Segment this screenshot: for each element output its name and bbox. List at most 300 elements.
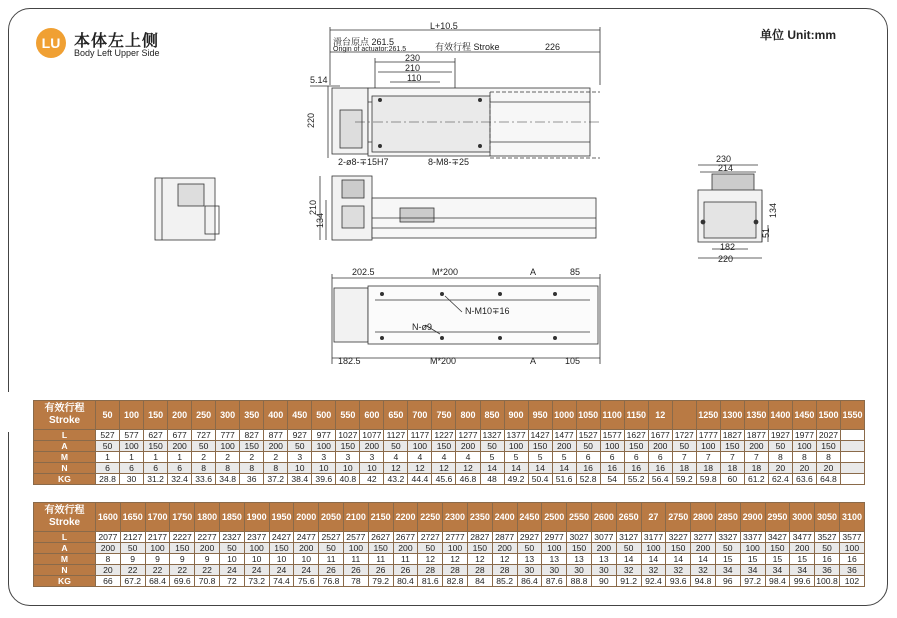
dim-230: 230 bbox=[405, 53, 421, 63]
stroke-cell: 450 bbox=[288, 401, 312, 430]
value-cell: 50 bbox=[715, 543, 740, 554]
value-cell: 22 bbox=[170, 565, 195, 576]
value-cell: 150 bbox=[528, 441, 552, 452]
value-cell: 13 bbox=[542, 554, 567, 565]
value-cell: 8 bbox=[96, 554, 121, 565]
hole-spec-1: 2-ø8-∓15H7 bbox=[338, 157, 389, 167]
stroke-cell: 12 bbox=[648, 401, 672, 430]
stroke-cell: 750 bbox=[432, 401, 456, 430]
value-cell: 6 bbox=[120, 463, 144, 474]
side-view bbox=[320, 176, 596, 240]
value-cell: 50 bbox=[120, 543, 145, 554]
value-cell: 16 bbox=[624, 463, 648, 474]
value-cell: 68.4 bbox=[145, 576, 170, 587]
dim-514: 5.14 bbox=[310, 75, 328, 85]
value-cell: 8 bbox=[216, 463, 240, 474]
value-cell: 1677 bbox=[648, 430, 672, 441]
value-cell: 59.2 bbox=[672, 474, 696, 485]
value-cell: 69.6 bbox=[170, 576, 195, 587]
value-cell: 2877 bbox=[492, 532, 517, 543]
value-cell: 7 bbox=[744, 452, 768, 463]
value-cell: 50 bbox=[319, 543, 344, 554]
table-row bbox=[34, 441, 865, 452]
value-cell: 90 bbox=[591, 576, 616, 587]
value-cell: 677 bbox=[168, 430, 192, 441]
dim-end-51: 51 bbox=[761, 227, 771, 238]
value-cell: 13 bbox=[567, 554, 592, 565]
dim-end-134: 134 bbox=[768, 202, 778, 218]
value-cell: 2377 bbox=[244, 532, 269, 543]
stroke-cell: 850 bbox=[480, 401, 504, 430]
stroke-cell: 1650 bbox=[120, 503, 145, 532]
value-cell: 50 bbox=[616, 543, 641, 554]
stroke-cell: 300 bbox=[216, 401, 240, 430]
stroke-cell: 2400 bbox=[492, 503, 517, 532]
stroke-cell: 200 bbox=[168, 401, 192, 430]
value-cell: 38.4 bbox=[288, 474, 312, 485]
value-cell: 28 bbox=[443, 565, 468, 576]
stroke-cell: 2850 bbox=[715, 503, 740, 532]
value-cell: 1977 bbox=[792, 430, 816, 441]
value-cell: 7 bbox=[720, 452, 744, 463]
stroke-cell: 1450 bbox=[792, 401, 816, 430]
value-cell: 100 bbox=[740, 543, 765, 554]
value-cell: 50 bbox=[384, 441, 408, 452]
hole-spec-2: 8-M8-∓25 bbox=[428, 157, 470, 167]
value-cell: 827 bbox=[240, 430, 264, 441]
value-cell: 51.6 bbox=[552, 474, 576, 485]
dim-base-a-bot: A bbox=[530, 356, 537, 366]
stroke-cell: 1700 bbox=[145, 503, 170, 532]
value-cell: 1 bbox=[96, 452, 120, 463]
left-end-view bbox=[155, 178, 219, 240]
stroke-cell: 600 bbox=[360, 401, 384, 430]
value-cell: 16 bbox=[648, 463, 672, 474]
value-cell: 1727 bbox=[672, 430, 696, 441]
dim-base-1825: 182.5 bbox=[338, 356, 361, 366]
value-cell: 16 bbox=[815, 554, 840, 565]
value-cell: 6 bbox=[624, 452, 648, 463]
stroke-cell: 2050 bbox=[319, 503, 344, 532]
stroke-label: 有效行程 Stroke bbox=[435, 42, 500, 52]
value-cell: 50 bbox=[768, 441, 792, 452]
stroke-cell: 1050 bbox=[576, 401, 600, 430]
value-cell: 3427 bbox=[765, 532, 790, 543]
value-cell: 92.4 bbox=[641, 576, 666, 587]
value-cell: 45.6 bbox=[432, 474, 456, 485]
value-cell: 200 bbox=[294, 543, 319, 554]
value-cell: 16 bbox=[839, 554, 864, 565]
value-cell: 18 bbox=[696, 463, 720, 474]
value-cell: 2577 bbox=[343, 532, 368, 543]
value-cell: 200 bbox=[648, 441, 672, 452]
value-cell: 70.8 bbox=[195, 576, 220, 587]
value-cell: 627 bbox=[144, 430, 168, 441]
stroke-cell: 27 bbox=[641, 503, 666, 532]
value-cell: 6 bbox=[600, 452, 624, 463]
value-cell: 100 bbox=[216, 441, 240, 452]
value-cell: 577 bbox=[120, 430, 144, 441]
row-label: A bbox=[34, 441, 96, 452]
value-cell bbox=[840, 452, 864, 463]
value-cell: 5 bbox=[552, 452, 576, 463]
value-cell: 2 bbox=[240, 452, 264, 463]
value-cell: 150 bbox=[567, 543, 592, 554]
value-cell: 14 bbox=[666, 554, 691, 565]
spec-table-2 bbox=[33, 502, 865, 587]
value-cell: 2327 bbox=[219, 532, 244, 543]
value-cell: 100 bbox=[542, 543, 567, 554]
value-cell: 1 bbox=[168, 452, 192, 463]
value-cell: 15 bbox=[740, 554, 765, 565]
value-cell: 1627 bbox=[624, 430, 648, 441]
stroke-cell: 1950 bbox=[269, 503, 294, 532]
stroke-cell bbox=[672, 401, 696, 430]
value-cell: 1827 bbox=[720, 430, 744, 441]
value-cell: 32 bbox=[616, 565, 641, 576]
brand-logo: LU bbox=[36, 28, 66, 58]
value-cell: 1077 bbox=[360, 430, 384, 441]
value-cell: 14 bbox=[616, 554, 641, 565]
value-cell: 10 bbox=[312, 463, 336, 474]
value-cell: 2627 bbox=[368, 532, 393, 543]
value-cell: 34 bbox=[715, 565, 740, 576]
value-cell: 99.6 bbox=[790, 576, 815, 587]
value-cell: 20 bbox=[768, 463, 792, 474]
value-cell: 24 bbox=[219, 565, 244, 576]
value-cell: 73.2 bbox=[244, 576, 269, 587]
value-cell: 1577 bbox=[600, 430, 624, 441]
stroke-cell: 2100 bbox=[343, 503, 368, 532]
value-cell: 200 bbox=[264, 441, 288, 452]
value-cell: 28 bbox=[492, 565, 517, 576]
value-cell: 34.8 bbox=[216, 474, 240, 485]
stroke-cell: 1900 bbox=[244, 503, 269, 532]
value-cell: 2127 bbox=[120, 532, 145, 543]
value-cell: 34 bbox=[765, 565, 790, 576]
stroke-cell: 500 bbox=[312, 401, 336, 430]
dim-end-214: 214 bbox=[718, 163, 734, 173]
value-cell: 50 bbox=[815, 543, 840, 554]
stroke-cell: 50 bbox=[96, 401, 120, 430]
value-cell: 10 bbox=[219, 554, 244, 565]
value-cell: 100 bbox=[343, 543, 368, 554]
dim-base-105: 105 bbox=[565, 356, 581, 366]
value-cell: 4 bbox=[456, 452, 480, 463]
value-cell: 26 bbox=[319, 565, 344, 576]
value-cell: 5 bbox=[480, 452, 504, 463]
stroke-cell: 950 bbox=[528, 401, 552, 430]
value-cell: 72 bbox=[219, 576, 244, 587]
value-cell: 11 bbox=[319, 554, 344, 565]
dim-base-2025: 202.5 bbox=[352, 267, 375, 277]
value-cell: 10 bbox=[269, 554, 294, 565]
stroke-cell: 3050 bbox=[815, 503, 840, 532]
value-cell: 527 bbox=[96, 430, 120, 441]
stroke-cell: 2350 bbox=[467, 503, 492, 532]
value-cell: 100 bbox=[792, 441, 816, 452]
value-cell: 100 bbox=[408, 441, 432, 452]
stroke-cell: 650 bbox=[384, 401, 408, 430]
value-cell: 14 bbox=[528, 463, 552, 474]
value-cell: 8 bbox=[792, 452, 816, 463]
stroke-cell: 2600 bbox=[591, 503, 616, 532]
value-cell: 8 bbox=[768, 452, 792, 463]
dim-end-182: 182 bbox=[720, 242, 736, 252]
dim-end-220: 220 bbox=[718, 254, 734, 264]
value-cell: 150 bbox=[240, 441, 264, 452]
dim-210: 210 bbox=[405, 63, 421, 73]
table-row bbox=[34, 463, 865, 474]
value-cell: 200 bbox=[790, 543, 815, 554]
value-cell: 74.4 bbox=[269, 576, 294, 587]
value-cell: 26 bbox=[368, 565, 393, 576]
value-cell: 16 bbox=[576, 463, 600, 474]
value-cell: 2 bbox=[192, 452, 216, 463]
stroke-cell: 1850 bbox=[219, 503, 244, 532]
value-cell: 62.4 bbox=[768, 474, 792, 485]
value-cell: 12 bbox=[418, 554, 443, 565]
origin-label-cn: 滑台原点 261.5 bbox=[333, 37, 395, 47]
value-cell: 200 bbox=[744, 441, 768, 452]
dim-base-m200-bot: M*200 bbox=[430, 356, 457, 366]
stroke-cell: 2250 bbox=[418, 503, 443, 532]
value-cell: 14 bbox=[552, 463, 576, 474]
value-cell: 50 bbox=[288, 441, 312, 452]
value-cell: 31.2 bbox=[144, 474, 168, 485]
value-cell: 28 bbox=[418, 565, 443, 576]
value-cell: 200 bbox=[168, 441, 192, 452]
value-cell: 14 bbox=[480, 463, 504, 474]
value-cell: 12 bbox=[492, 554, 517, 565]
value-cell: 3127 bbox=[616, 532, 641, 543]
value-cell: 200 bbox=[96, 543, 121, 554]
table-row bbox=[34, 430, 865, 441]
value-cell: 877 bbox=[264, 430, 288, 441]
value-cell: 14 bbox=[691, 554, 716, 565]
stroke-cell: 100 bbox=[120, 401, 144, 430]
value-cell: 4 bbox=[432, 452, 456, 463]
value-cell: 16 bbox=[600, 463, 624, 474]
stroke-cell: 150 bbox=[144, 401, 168, 430]
value-cell: 1777 bbox=[696, 430, 720, 441]
hole-spec-n9: N-ø9 bbox=[412, 322, 432, 332]
dim-side-134: 134 bbox=[315, 212, 325, 228]
stroke-cell: 2650 bbox=[616, 503, 641, 532]
value-cell: 50 bbox=[517, 543, 542, 554]
value-cell: 1127 bbox=[384, 430, 408, 441]
value-cell: 8 bbox=[192, 463, 216, 474]
table-row bbox=[34, 543, 865, 554]
value-cell: 1527 bbox=[576, 430, 600, 441]
table-row bbox=[34, 452, 865, 463]
value-cell: 727 bbox=[192, 430, 216, 441]
value-cell: 2 bbox=[264, 452, 288, 463]
value-cell: 26 bbox=[393, 565, 418, 576]
stroke-cell: 1500 bbox=[816, 401, 840, 430]
dim-220: 220 bbox=[306, 112, 316, 128]
value-cell: 150 bbox=[624, 441, 648, 452]
section-title: 本体左上侧 bbox=[74, 33, 160, 50]
stroke-cell: 2950 bbox=[765, 503, 790, 532]
value-cell: 3477 bbox=[790, 532, 815, 543]
value-cell: 32 bbox=[666, 565, 691, 576]
dim-end-230: 230 bbox=[716, 154, 732, 164]
value-cell: 12 bbox=[456, 463, 480, 474]
value-cell: 100 bbox=[244, 543, 269, 554]
value-cell: 3277 bbox=[691, 532, 716, 543]
value-cell: 9 bbox=[145, 554, 170, 565]
value-cell: 200 bbox=[552, 441, 576, 452]
row-label: N bbox=[34, 565, 96, 576]
dim-side-210: 210 bbox=[308, 199, 318, 215]
value-cell: 150 bbox=[666, 543, 691, 554]
value-cell: 9 bbox=[170, 554, 195, 565]
value-cell: 66 bbox=[96, 576, 121, 587]
dim-base-85: 85 bbox=[570, 267, 581, 277]
value-cell: 3 bbox=[288, 452, 312, 463]
row-label: KG bbox=[34, 474, 96, 485]
value-cell: 15 bbox=[715, 554, 740, 565]
value-cell: 1477 bbox=[552, 430, 576, 441]
value-cell: 24 bbox=[244, 565, 269, 576]
thread-spec: N-M10∓16 bbox=[465, 306, 510, 316]
value-cell: 87.6 bbox=[542, 576, 567, 587]
value-cell: 1377 bbox=[504, 430, 528, 441]
value-cell: 5 bbox=[528, 452, 552, 463]
value-cell: 2227 bbox=[170, 532, 195, 543]
base-view bbox=[332, 274, 600, 364]
stroke-cell: 1150 bbox=[624, 401, 648, 430]
value-cell: 2277 bbox=[195, 532, 220, 543]
value-cell: 42 bbox=[360, 474, 384, 485]
value-cell: 80.4 bbox=[393, 576, 418, 587]
value-cell: 50.4 bbox=[528, 474, 552, 485]
row-label: M bbox=[34, 554, 96, 565]
value-cell: 150 bbox=[816, 441, 840, 452]
value-cell: 1027 bbox=[336, 430, 360, 441]
stroke-cell: 2550 bbox=[567, 503, 592, 532]
value-cell: 59.8 bbox=[696, 474, 720, 485]
value-cell: 12 bbox=[443, 554, 468, 565]
value-cell: 150 bbox=[432, 441, 456, 452]
value-cell: 33.6 bbox=[192, 474, 216, 485]
value-cell: 26 bbox=[343, 565, 368, 576]
value-cell: 60 bbox=[720, 474, 744, 485]
value-cell: 200 bbox=[360, 441, 384, 452]
value-cell: 2027 bbox=[816, 430, 840, 441]
value-cell: 100 bbox=[120, 441, 144, 452]
value-cell: 1877 bbox=[744, 430, 768, 441]
value-cell: 20 bbox=[96, 565, 121, 576]
stroke-cell: 2000 bbox=[294, 503, 319, 532]
value-cell: 82.8 bbox=[443, 576, 468, 587]
unit-label: 单位 Unit:mm bbox=[760, 28, 836, 42]
value-cell: 36 bbox=[839, 565, 864, 576]
value-cell: 8 bbox=[264, 463, 288, 474]
value-cell: 200 bbox=[591, 543, 616, 554]
value-cell: 56.4 bbox=[648, 474, 672, 485]
value-cell: 14 bbox=[641, 554, 666, 565]
value-cell: 3177 bbox=[641, 532, 666, 543]
stroke-header: 有效行程 Stroke bbox=[34, 503, 96, 532]
value-cell: 13 bbox=[517, 554, 542, 565]
value-cell: 200 bbox=[195, 543, 220, 554]
value-cell: 777 bbox=[216, 430, 240, 441]
value-cell: 76.8 bbox=[319, 576, 344, 587]
value-cell: 30 bbox=[591, 565, 616, 576]
stroke-cell: 900 bbox=[504, 401, 528, 430]
value-cell: 1 bbox=[120, 452, 144, 463]
value-cell: 1427 bbox=[528, 430, 552, 441]
stroke-cell: 550 bbox=[336, 401, 360, 430]
value-cell: 28.8 bbox=[96, 474, 120, 485]
stroke-cell: 2300 bbox=[443, 503, 468, 532]
value-cell: 54 bbox=[600, 474, 624, 485]
value-cell: 8 bbox=[240, 463, 264, 474]
value-cell: 1177 bbox=[408, 430, 432, 441]
stroke-cell: 2500 bbox=[542, 503, 567, 532]
value-cell: 63.6 bbox=[792, 474, 816, 485]
value-cell: 100 bbox=[312, 441, 336, 452]
value-cell: 10 bbox=[288, 463, 312, 474]
value-cell: 1327 bbox=[480, 430, 504, 441]
row-label: KG bbox=[34, 576, 96, 587]
value-cell: 81.6 bbox=[418, 576, 443, 587]
value-cell: 6 bbox=[648, 452, 672, 463]
value-cell: 10 bbox=[336, 463, 360, 474]
value-cell: 3527 bbox=[815, 532, 840, 543]
stroke-cell: 1000 bbox=[552, 401, 576, 430]
value-cell: 7 bbox=[672, 452, 696, 463]
value-cell: 18 bbox=[672, 463, 696, 474]
value-cell: 100 bbox=[696, 441, 720, 452]
value-cell: 14 bbox=[504, 463, 528, 474]
value-cell: 36 bbox=[815, 565, 840, 576]
stroke-cell: 1400 bbox=[768, 401, 792, 430]
value-cell: 94.8 bbox=[691, 576, 716, 587]
dim-base-m200-top: M*200 bbox=[432, 267, 459, 277]
origin-label-en: Origin of actuator:261.5 bbox=[333, 46, 407, 53]
value-cell: 15 bbox=[790, 554, 815, 565]
value-cell: 150 bbox=[336, 441, 360, 452]
value-cell: 2727 bbox=[418, 532, 443, 543]
value-cell: 150 bbox=[765, 543, 790, 554]
value-cell: 86.4 bbox=[517, 576, 542, 587]
value-cell: 61.2 bbox=[744, 474, 768, 485]
value-cell: 50 bbox=[418, 543, 443, 554]
value-cell: 24 bbox=[294, 565, 319, 576]
stroke-cell: 1250 bbox=[696, 401, 720, 430]
value-cell: 15 bbox=[765, 554, 790, 565]
row-label: L bbox=[34, 532, 96, 543]
value-cell: 85.2 bbox=[492, 576, 517, 587]
value-cell: 22 bbox=[120, 565, 145, 576]
value-cell: 9 bbox=[195, 554, 220, 565]
dim-base-a-top: A bbox=[530, 267, 537, 277]
value-cell bbox=[840, 430, 864, 441]
row-label: N bbox=[34, 463, 96, 474]
value-cell: 1 bbox=[144, 452, 168, 463]
value-cell: 3027 bbox=[567, 532, 592, 543]
stroke-cell: 1300 bbox=[720, 401, 744, 430]
value-cell: 1277 bbox=[456, 430, 480, 441]
value-cell: 50 bbox=[480, 441, 504, 452]
value-cell: 3327 bbox=[715, 532, 740, 543]
value-cell: 67.2 bbox=[120, 576, 145, 587]
value-cell: 32 bbox=[641, 565, 666, 576]
value-cell: 32.4 bbox=[168, 474, 192, 485]
